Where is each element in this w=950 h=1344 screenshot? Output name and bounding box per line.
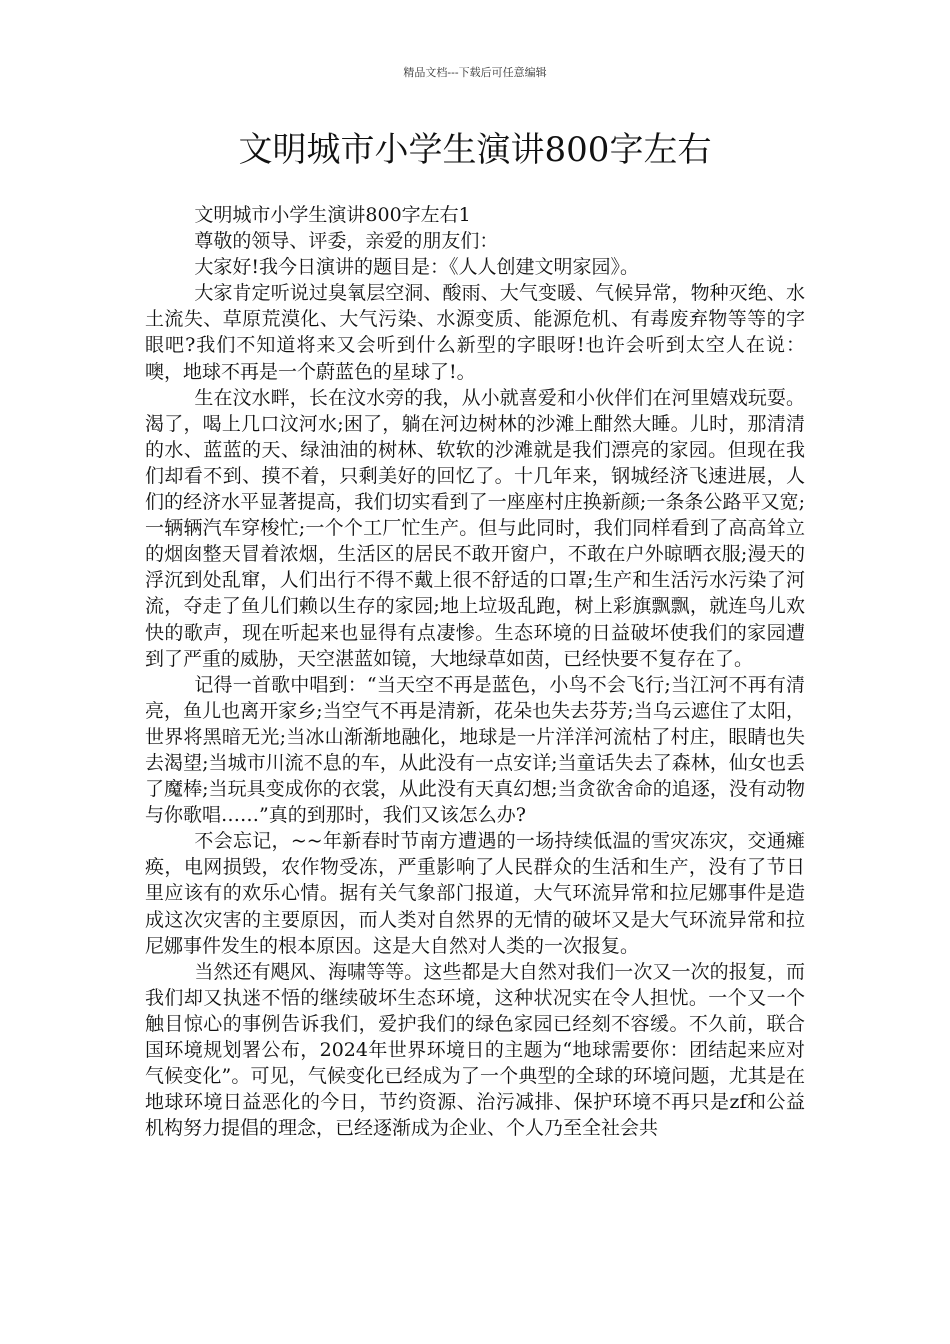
paragraph: 不会忘记，~~年新春时节南方遭遇的一场持续低温的雪灾冻灾，交通瘫痪，电网损毁，农作物受冻，严重影响了人民群众的生活和生产，没有了节日里应该有的欢乐心情。据有关气象部门报道，大气环流异常和拉尼娜事件是造成这次灾害的主要原因，而人类对自然界的无情的破坏又是大气环流异常和拉尼娜事件发生的根本原因。这是大自然对人类的一次报复。 [145,830,805,957]
paragraph: 当然还有飓风、海啸等等。这些都是大自然对我们一次又一次的报复，而我们却又执迷不悟的继续破坏生态环境，这种状况实在令人担忧。一个又一个触目惊心的事例告诉我们，爱护我们的绿色家园已经刻不容缓。不久前，联合国环境规划署公布，2024年世界环境日的主题为“地球需要你：团结起来应对气候变化”。可见，气候变化已经成为了一个典型的全球的环境问题，尤其是在地球环境日益恶化的今日，节约资源、治污减排、保护环境不再只是zf和公益机构努力提倡的理念，已经逐渐成为企业、个人乃至全社会共 [145,960,805,1140]
paragraph: 生在汶水畔，长在汶水旁的我，从小就喜爱和小伙伴们在河里嬉戏玩耍。渴了，喝上几口汶河水;困了，躺在河边树林的沙滩上酣然大睡。儿时，那清清的水、蓝蓝的天、绿油油的树林、软软的沙滩就是我们漂亮的家园。但现在我们却看不到、摸不着，只剩美好的回忆了。十几年来，钢城经济飞速进展，人们的经济水平显著提高，我们切实看到了一座座村庄换新颜;一条条公路平又宽;一辆辆汽车穿梭忙;一个个工厂忙生产。但与此同时，我们同样看到了高高耸立的烟囱整天冒着浓烟，生活区的居民不敢开窗户，不敢在户外晾晒衣服;漫天的浮沉到处乱窜，人们出行不得不戴上很不舒适的口罩;生产和生活污水污染了河流，夺走了鱼儿们赖以生存的家园;地上垃圾乱跑，树上彩旗飘飘，就连鸟儿欢快的歌声，现在听起来也显得有点凄惨。生态环境的日益破坏使我们的家园遭到了严重的威胁，天空湛蓝如镜，大地绿草如茵，已经快要不复存在了。 [145,386,805,670]
paragraph: 大家肯定听说过臭氧层空洞、酸雨、大气变暖、气候异常，物种灭绝、水土流失、草原荒漠化、大气污染、水源变质、能源危机、有毒废弃物等等的字眼吧?我们不知道将来又会听到什么新型的字眼呀!也许会听到太空人在说：噢，地球不再是一个蔚蓝色的星球了!。 [145,282,805,383]
paragraph-subtitle: 文明城市小学生演讲800字左右1 [194,204,471,226]
paragraph-salutation: 尊敬的领导、评委，亲爱的朋友们： [194,230,499,253]
paragraph-greeting: 大家好!我今日演讲的题目是：《人人创建文明家园》。 [194,256,640,279]
document-body [145,202,805,1141]
document-title: 文明城市小学生演讲800字左右 [238,130,712,170]
page-header: 精品文档---下载后可任意编辑 [403,66,547,79]
paragraph: 记得一首歌中唱到：“当天空不再是蓝色，小鸟不会飞行;当江河不再有清亮，鱼儿也离开家乡;当空气不再是清新，花朵也失去芬芳;当乌云遮住了太阳，世界将黑暗无光;当冰山渐渐地融化，地球是一片洋洋河流枯了村庄，眼睛也失去渴望;当城市川流不息的车，从此没有一点安详;当童话失去了森林，仙女也丢了魔棒;当玩具变成你的衣裳，从此没有天真幻想;当贪欲舍命的追逐，没有动物与你歌唱……”真的到那时，我们又该怎么办? [145,673,805,827]
